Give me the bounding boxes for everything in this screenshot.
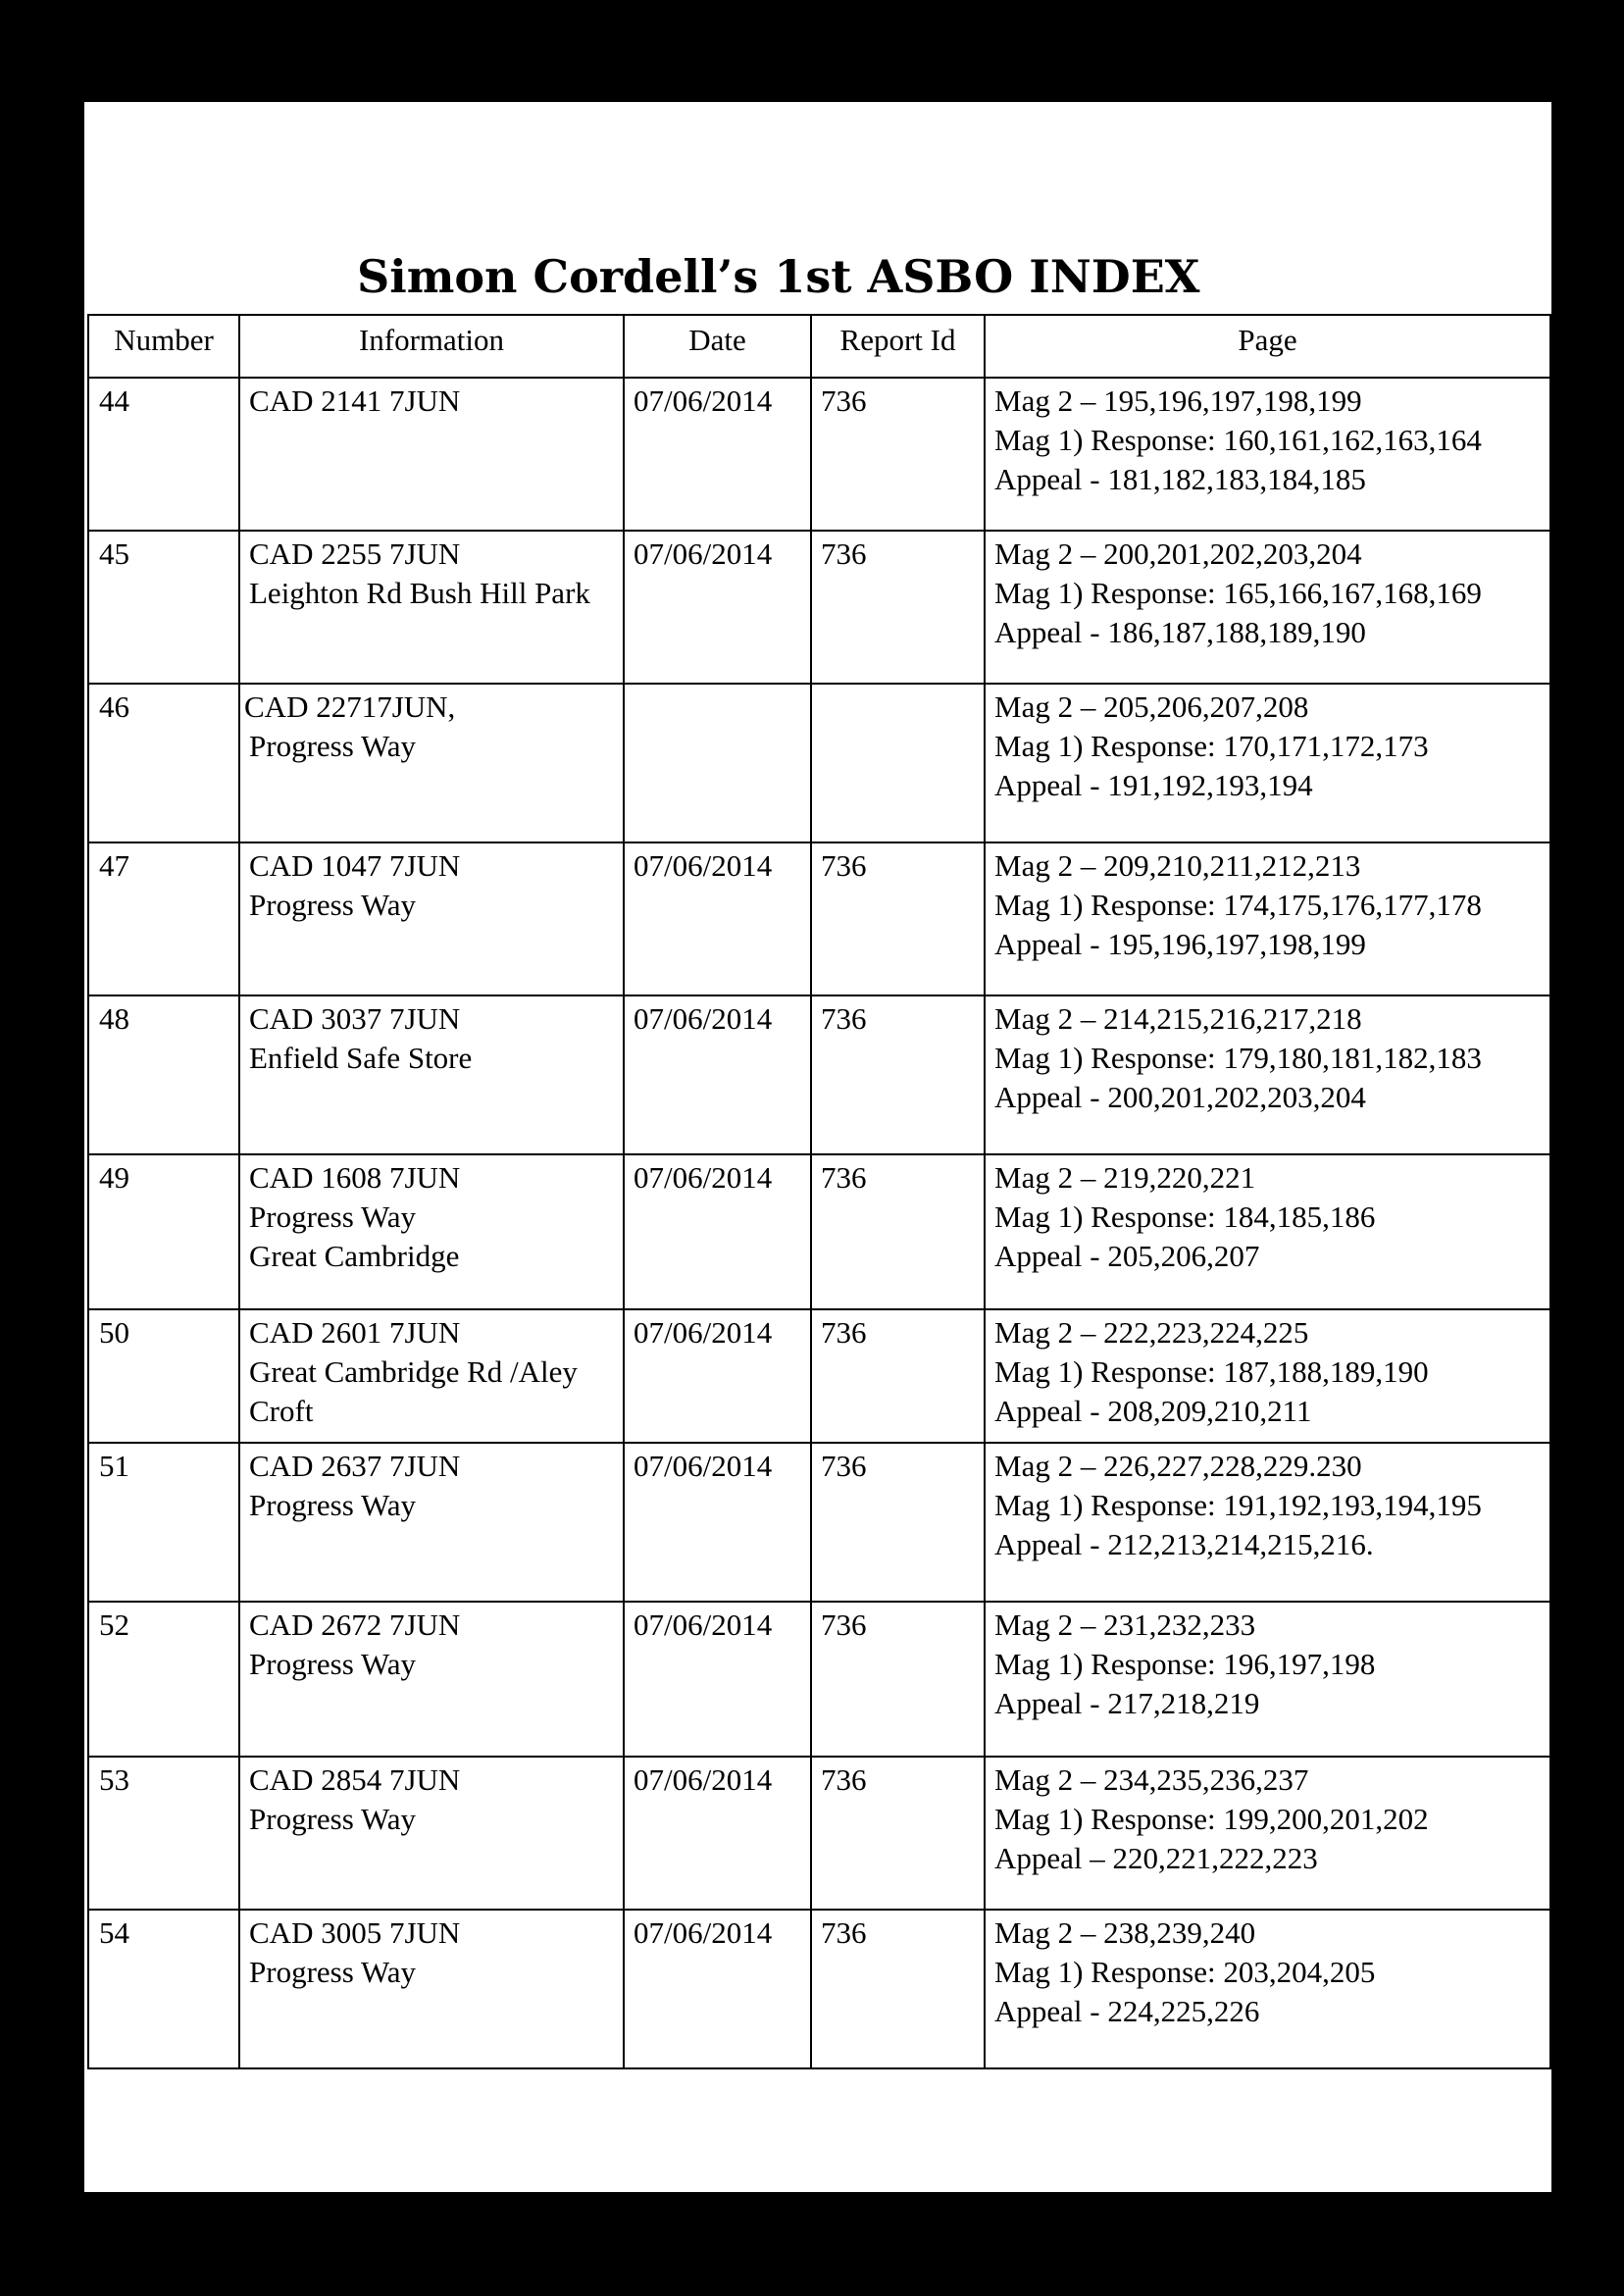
- cell-page: [985, 842, 1550, 995]
- cell-number: 46: [88, 684, 239, 842]
- cell-number: 49: [88, 1154, 239, 1309]
- information-line: CAD 3037 7JUN: [249, 1001, 461, 1036]
- table-header-row: [88, 315, 1550, 378]
- information-line: Progress Way: [249, 888, 417, 922]
- header-report-id: Report Id: [811, 315, 985, 378]
- cell-report-id: [811, 684, 985, 842]
- cell-page: [985, 1443, 1550, 1602]
- cell-information: [239, 1154, 624, 1309]
- page-line: Mag 2 – 214,215,216,217,218: [994, 1001, 1362, 1036]
- information-line: CAD 2601 7JUN: [249, 1315, 461, 1350]
- cell-page: [985, 378, 1550, 531]
- cell-report-id: 736: [811, 378, 985, 531]
- page-line: Mag 2 – 205,206,207,208: [994, 689, 1309, 724]
- cell-page: [985, 1309, 1550, 1443]
- table-row: [88, 1757, 1550, 1910]
- page-line: Mag 1) Response: 179,180,181,182,183: [994, 1041, 1482, 1075]
- cell-number: 45: [88, 531, 239, 684]
- information-line: Enfield Safe Store: [249, 1041, 473, 1075]
- document-page: [84, 102, 1551, 2192]
- information-line: Great Cambridge: [249, 1239, 460, 1273]
- table-row: [88, 842, 1550, 995]
- information-line: Progress Way: [249, 1647, 417, 1681]
- cell-information: [239, 1602, 624, 1757]
- cell-report-id: 736: [811, 531, 985, 684]
- information-line: CAD 2637 7JUN: [249, 1449, 461, 1483]
- table-row: [88, 1154, 1550, 1309]
- cell-date: 07/06/2014: [624, 1154, 811, 1309]
- information-line: Croft: [249, 1394, 314, 1428]
- cell-date: 07/06/2014: [624, 1602, 811, 1757]
- page-line: Mag 1) Response: 191,192,193,194,195: [994, 1488, 1482, 1522]
- table-row: [88, 1910, 1550, 2068]
- header-page: Page: [985, 315, 1550, 378]
- information-line: Progress Way: [249, 1199, 417, 1234]
- cell-date: [624, 684, 811, 842]
- page-line: Mag 1) Response: 187,188,189,190: [994, 1354, 1429, 1389]
- header-information: Information: [239, 315, 624, 378]
- table-row: [88, 1602, 1550, 1757]
- cell-page: [985, 684, 1550, 842]
- page-line: Appeal - 205,206,207: [994, 1239, 1260, 1273]
- information-line: Leighton Rd Bush Hill Park: [249, 576, 590, 610]
- cell-information: [239, 378, 624, 531]
- cell-date: 07/06/2014: [624, 1910, 811, 2068]
- asbo-index-table: [87, 314, 1551, 2069]
- page-line: Appeal - 212,213,214,215,216.: [994, 1527, 1374, 1561]
- cell-information: [239, 684, 624, 842]
- cell-number: 54: [88, 1910, 239, 2068]
- header-number: Number: [88, 315, 239, 378]
- cell-page: [985, 1757, 1550, 1910]
- page-line: Mag 2 – 234,235,236,237: [994, 1762, 1309, 1797]
- cell-report-id: 736: [811, 1757, 985, 1910]
- information-line: CAD 2141 7JUN: [249, 383, 461, 418]
- page-line: Mag 2 – 195,196,197,198,199: [994, 383, 1362, 418]
- table-row: [88, 1443, 1550, 1602]
- cell-date: 07/06/2014: [624, 1443, 811, 1602]
- page-line: Mag 2 – 226,227,228,229.230: [994, 1449, 1362, 1483]
- page-line: Appeal – 220,221,222,223: [994, 1841, 1318, 1875]
- cell-date: 07/06/2014: [624, 378, 811, 531]
- page-line: Mag 1) Response: 165,166,167,168,169: [994, 576, 1482, 610]
- cell-information: [239, 1443, 624, 1602]
- information-line: CAD 1047 7JUN: [249, 848, 461, 883]
- page-line: Mag 2 – 209,210,211,212,213: [994, 848, 1361, 883]
- page-line: Appeal - 191,192,193,194: [994, 768, 1313, 802]
- information-line: CAD 1608 7JUN: [249, 1160, 461, 1195]
- cell-page: [985, 1910, 1550, 2068]
- page-line: Mag 1) Response: 199,200,201,202: [994, 1802, 1429, 1836]
- page-line: Mag 2 – 219,220,221: [994, 1160, 1256, 1195]
- information-line: CAD 2854 7JUN: [249, 1762, 461, 1797]
- cell-report-id: 736: [811, 1309, 985, 1443]
- page-line: Appeal - 186,187,188,189,190: [994, 615, 1366, 649]
- cell-number: 51: [88, 1443, 239, 1602]
- information-line: Progress Way: [249, 1488, 417, 1522]
- table-row: [88, 1309, 1550, 1443]
- page-line: Mag 1) Response: 196,197,198: [994, 1647, 1376, 1681]
- table-row: [88, 684, 1550, 842]
- cell-information: [239, 1757, 624, 1910]
- cell-date: 07/06/2014: [624, 531, 811, 684]
- document-title-text: Simon Cordell’s 1st ASBO INDEX: [357, 250, 1200, 303]
- cell-page: [985, 1154, 1550, 1309]
- cell-report-id: 736: [811, 1443, 985, 1602]
- page-line: Mag 1) Response: 174,175,176,177,178: [994, 888, 1482, 922]
- page-line: Appeal - 200,201,202,203,204: [994, 1080, 1366, 1114]
- page-line: Mag 2 – 200,201,202,203,204: [994, 536, 1362, 571]
- cell-date: 07/06/2014: [624, 1309, 811, 1443]
- cell-information: [239, 531, 624, 684]
- information-line: CAD 2672 7JUN: [249, 1607, 461, 1642]
- table-row: [88, 995, 1550, 1154]
- page-line: Appeal - 208,209,210,211: [994, 1394, 1312, 1428]
- information-line: Progress Way: [249, 1955, 417, 1989]
- information-line: CAD 3005 7JUN: [249, 1915, 461, 1950]
- cell-page: [985, 531, 1550, 684]
- cell-date: 07/06/2014: [624, 1757, 811, 1910]
- cell-page: [985, 995, 1550, 1154]
- table-row: [88, 378, 1550, 531]
- cell-page: [985, 1602, 1550, 1757]
- page-line: Mag 1) Response: 170,171,172,173: [994, 729, 1429, 763]
- information-line: Progress Way: [249, 1802, 417, 1836]
- page-line: Mag 1) Response: 203,204,205: [994, 1955, 1376, 1989]
- information-line: CAD 2255 7JUN: [249, 536, 461, 571]
- cell-number: 44: [88, 378, 239, 531]
- page-line: Appeal - 195,196,197,198,199: [994, 927, 1366, 961]
- table-row: [88, 531, 1550, 684]
- cell-report-id: 736: [811, 1910, 985, 2068]
- cell-information: [239, 1309, 624, 1443]
- information-line: CAD 22717JUN,: [244, 689, 456, 724]
- cell-number: 47: [88, 842, 239, 995]
- cell-date: 07/06/2014: [624, 842, 811, 995]
- cell-report-id: 736: [811, 1602, 985, 1757]
- page-line: Mag 2 – 231,232,233: [994, 1607, 1256, 1642]
- page-line: Mag 2 – 238,239,240: [994, 1915, 1256, 1950]
- cell-number: 53: [88, 1757, 239, 1910]
- page-line: Mag 1) Response: 184,185,186: [994, 1199, 1376, 1234]
- information-line: Great Cambridge Rd /Aley: [249, 1354, 578, 1389]
- cell-date: 07/06/2014: [624, 995, 811, 1154]
- cell-report-id: 736: [811, 995, 985, 1154]
- header-date: Date: [624, 315, 811, 378]
- cell-report-id: 736: [811, 842, 985, 995]
- cell-report-id: 736: [811, 1154, 985, 1309]
- page-line: Appeal - 224,225,226: [994, 1994, 1260, 2028]
- page-line: Mag 2 – 222,223,224,225: [994, 1315, 1309, 1350]
- page-line: Appeal - 181,182,183,184,185: [994, 462, 1366, 496]
- cell-information: [239, 1910, 624, 2068]
- cell-number: 52: [88, 1602, 239, 1757]
- page-line: Appeal - 217,218,219: [994, 1686, 1260, 1720]
- cell-information: [239, 995, 624, 1154]
- cell-information: [239, 842, 624, 995]
- cell-number: 50: [88, 1309, 239, 1443]
- information-line: Progress Way: [249, 729, 417, 763]
- page-line: Mag 1) Response: 160,161,162,163,164: [994, 423, 1482, 457]
- cell-number: 48: [88, 995, 239, 1154]
